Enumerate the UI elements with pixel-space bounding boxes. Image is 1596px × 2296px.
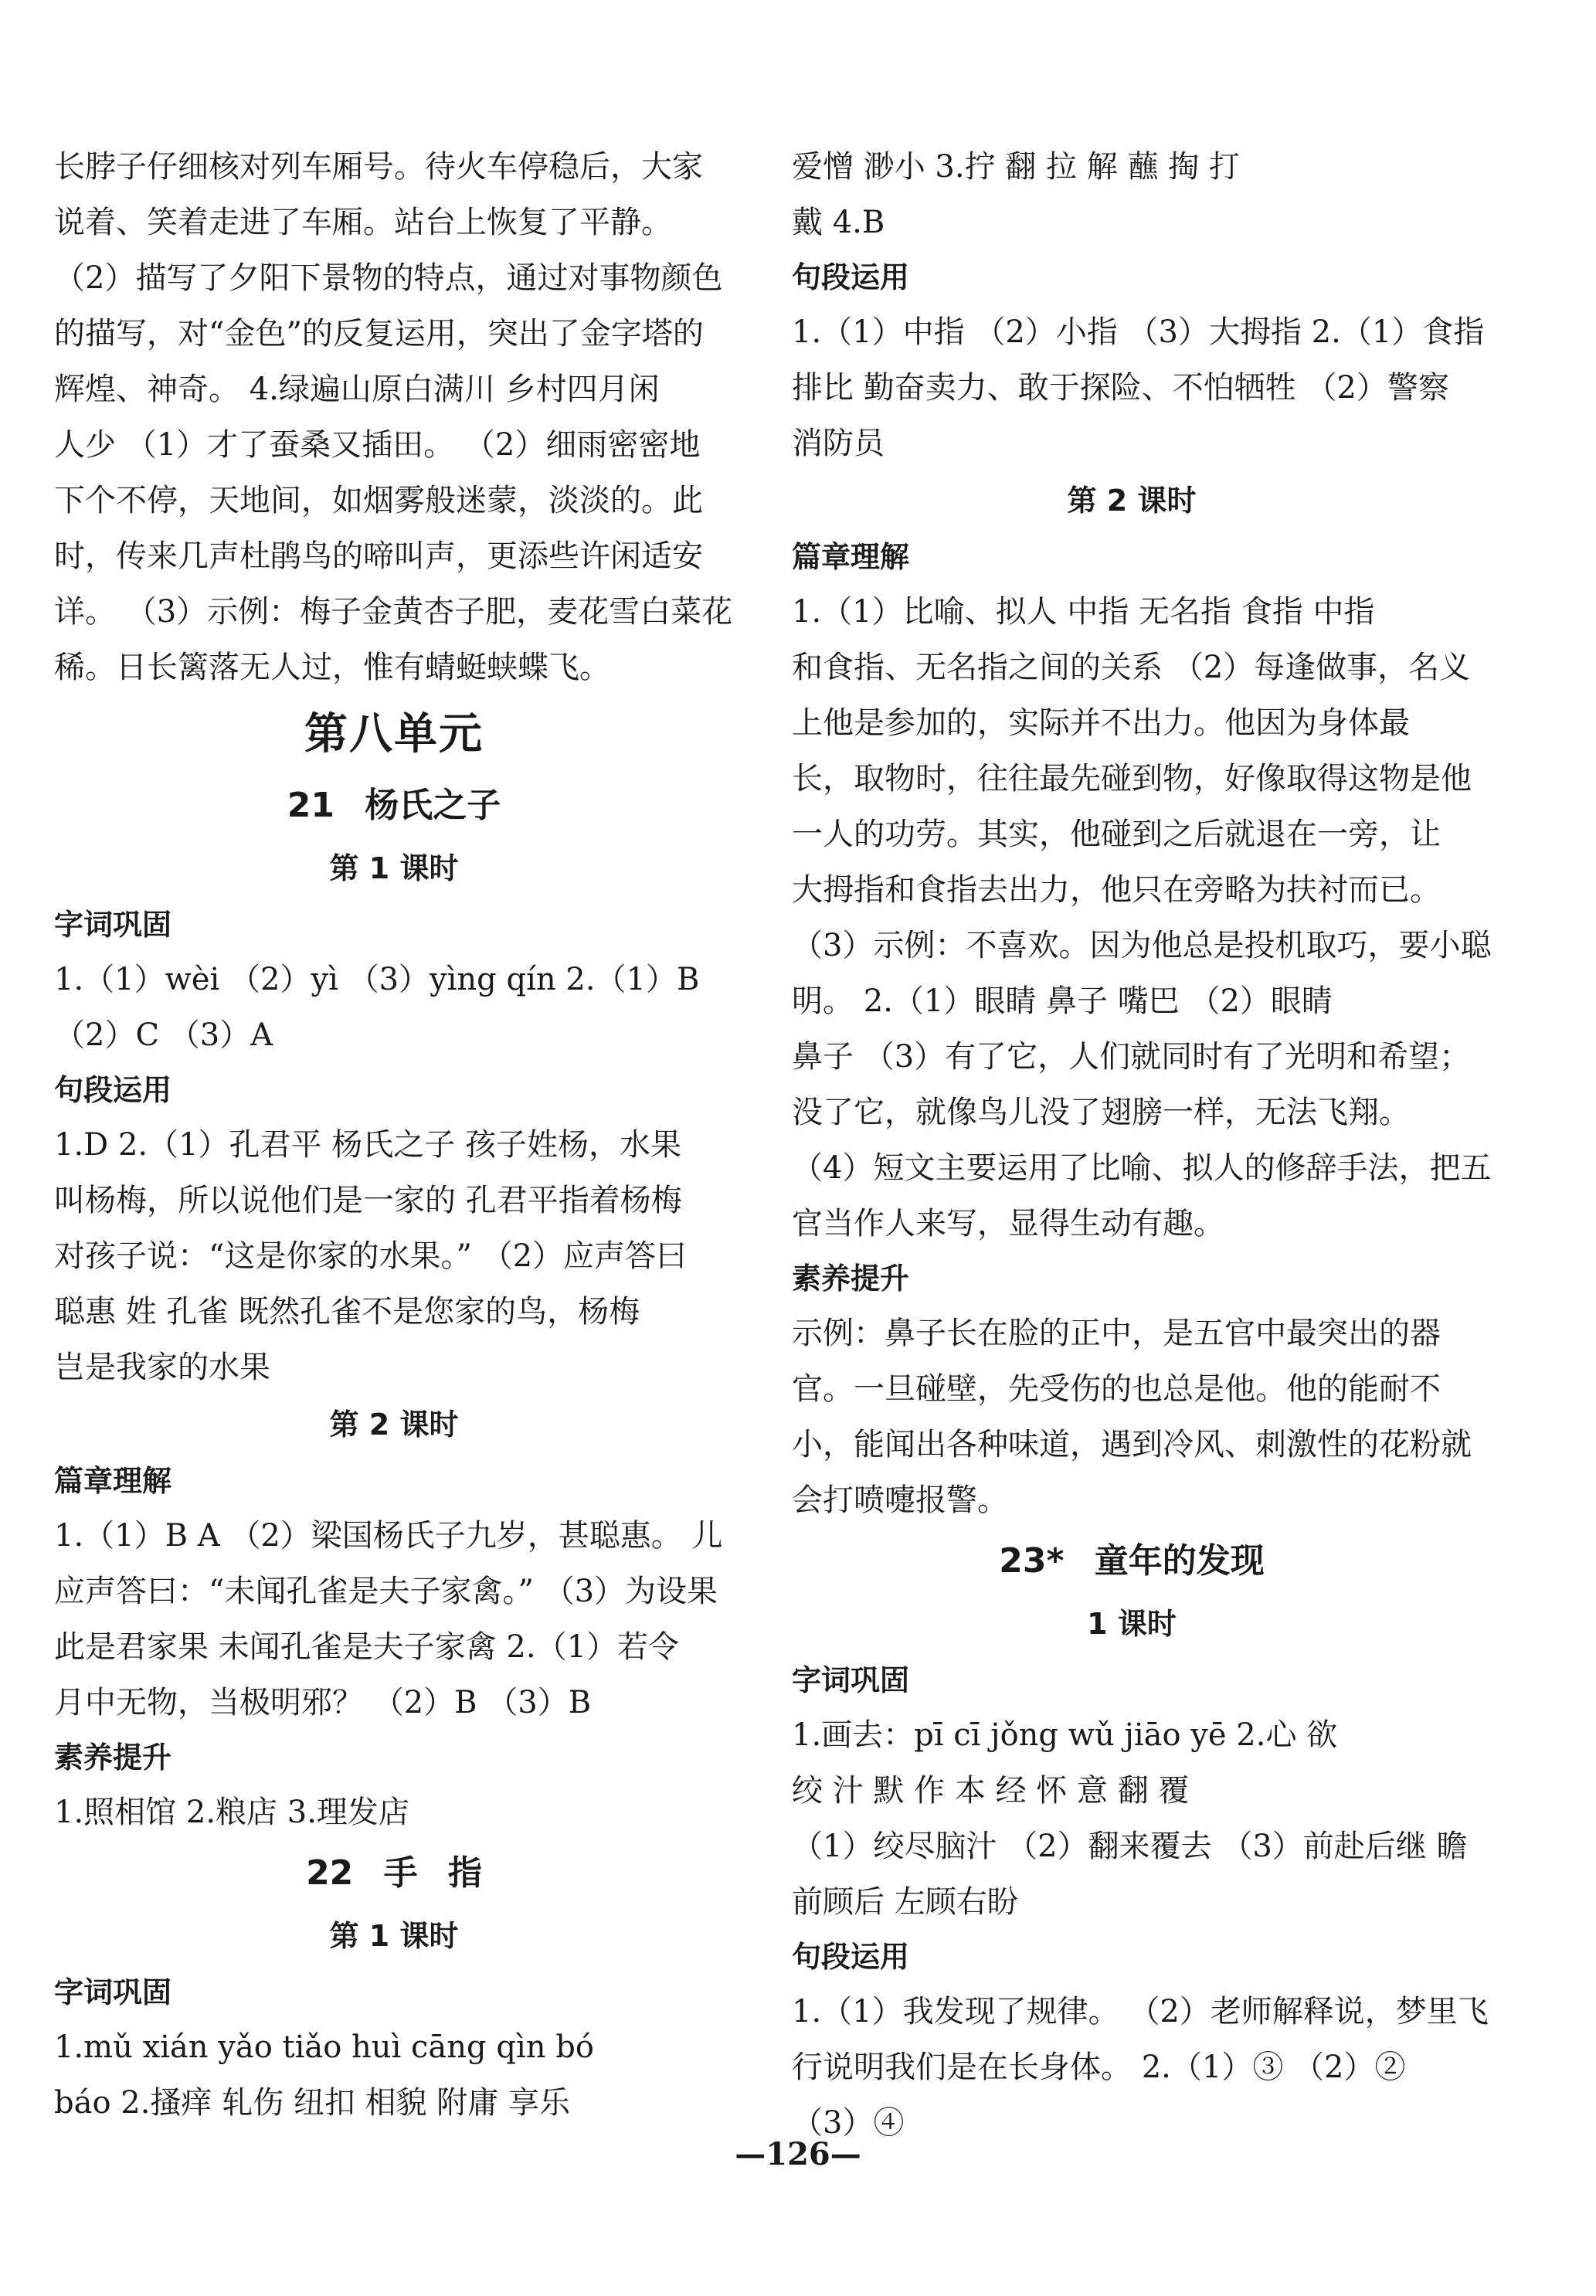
unit-title: 第八单元 (304, 708, 484, 759)
text-line: 官当作人来写，显得生动有趣。 (792, 1206, 1224, 1241)
section-heading: 字词巩固 (792, 1663, 910, 1697)
text-line: 爱憎 渺小 3.拧 翻 拉 解 蘸 掏 打 (792, 149, 1240, 185)
text-line: 1.画去：pī cī jǒng wǔ jiāo yē 2.心 欲 (792, 1717, 1338, 1753)
text-line: 1.（1）B A （2）梁国杨氏子九岁，甚聪惠。 儿 (54, 1518, 723, 1554)
text-line: 的描写，对“金色”的反复运用，突出了金字塔的 (54, 316, 704, 352)
text-line: （3）④ (792, 2105, 905, 2141)
text-line: 长，取物时，往往最先碰到物，好像取得这物是他 (792, 761, 1472, 796)
section-heading: 素养提升 (54, 1741, 172, 1775)
section-heading: 句段运用 (54, 1073, 172, 1107)
text-line: 官。一旦碰壁，先受伤的也总是他。他的能耐不 (792, 1371, 1441, 1407)
right-column (792, 139, 1492, 2151)
text-line: 人少 （1）才了蚕桑又插田。 （2）细雨密密地 (54, 427, 701, 463)
text-line: 此是君家果 未闻孔雀是夫子家禽 2.（1）若令 (54, 1629, 680, 1665)
text-line: 稀。日长篱落无人过，惟有蜻蜓蛱蝶飞。 (54, 650, 610, 685)
lesson-time-heading: 第 2 课时 (1067, 484, 1197, 518)
text-line: 应声答曰：“未闻孔雀是夫子家禽。” （3）为设果 (54, 1574, 718, 1609)
text-line: 会打喷嚏报警。 (792, 1483, 1008, 1518)
text-line: 辉煌、神奇。 4.绿遍山原白满川 乡村四月闲 (54, 372, 660, 407)
text-line: 岂是我家的水果 (54, 1350, 270, 1385)
text-line: 1.D 2.（1）孔君平 杨氏之子 孩子姓杨，水果 (54, 1127, 681, 1163)
lesson-title: 23* 童年的发现 (999, 1541, 1265, 1581)
text-line: 1.照相馆 2.粮店 3.理发店 (54, 1795, 409, 1830)
text-line: 一人的功劳。其实，他碰到之后就退在一旁，让 (792, 817, 1441, 852)
text-line: （1）绞尽脑汁 （2）翻来覆去 （3）前赴后继 瞻 (792, 1829, 1468, 1864)
section-heading: 句段运用 (792, 1940, 910, 1974)
text-line: 下个不停，天地间，如烟雾般迷蒙，淡淡的。此 (54, 483, 703, 518)
text-line: 小，能闻出各种味道，遇到冷风、刺激性的花粉就 (792, 1427, 1472, 1462)
text-line: 详。 （3）示例：梅子金黄杏子肥，麦花雪白菜花 (54, 594, 733, 630)
text-line: 和食指、无名指之间的关系 （2）每逢做事，名义 (792, 650, 1471, 685)
text-line: （4）短文主要运用了比喻、拟人的修辞手法，把五 (792, 1150, 1492, 1186)
text-line: 明。 2.（1）眼睛 鼻子 嘴巴 （2）眼睛 (792, 983, 1333, 1019)
lesson-title: 22 手 指 (306, 1853, 482, 1893)
text-line: 戴 4.B (792, 205, 885, 240)
lesson-time-heading: 1 课时 (1087, 1607, 1177, 1641)
text-line: 月中无物，当极明邪？ （2）B （3）B (54, 1685, 592, 1720)
text-line: 鼻子 （3）有了它，人们就同时有了光明和希望； (792, 1039, 1471, 1075)
text-line: 行说明我们是在长身体。 2.（1）③ （2）② (792, 2050, 1406, 2085)
text-line: 上他是参加的，实际并不出力。他因为身体最 (792, 705, 1410, 741)
text-line: 前顾后 左顾右盼 (792, 1884, 1018, 1920)
lesson-time-heading: 第 1 课时 (329, 851, 459, 885)
text-line: 叫杨梅，所以说他们是一家的 孔君平指着杨梅 (54, 1183, 682, 1218)
text-line: 1.（1）wèi （2）yì （3）yìng qín 2.（1）B (54, 962, 700, 997)
text-line: 大拇指和食指去出力，他只在旁略为扶衬而已。 (792, 872, 1441, 908)
text-line: 说着、笑着走进了车厢。站台上恢复了平静。 (54, 205, 672, 240)
lesson-title: 21 杨氏之子 (287, 786, 501, 825)
section-heading: 篇章理解 (54, 1464, 172, 1498)
section-heading: 句段运用 (792, 260, 910, 294)
left-column (54, 139, 734, 2131)
section-heading: 素养提升 (792, 1262, 910, 1296)
text-line: 消防员 (792, 426, 885, 461)
text-line: 没了它，就像鸟儿没了翅膀一样，无法飞翔。 (792, 1095, 1410, 1130)
text-line: 1.（1）我发现了规律。 （2）老师解释说，梦里飞 (792, 1994, 1489, 2029)
text-line: 时，传来几声杜鹃鸟的啼叫声，更添些许闲适安 (54, 538, 703, 574)
lesson-time-heading: 第 2 课时 (329, 1408, 459, 1442)
text-line: 对孩子说：“这是你家的水果。” （2）应声答曰 (54, 1238, 688, 1274)
text-line: 示例：鼻子长在脸的正中，是五官中最突出的器 (792, 1316, 1441, 1351)
text-line: 排比 勤奋卖力、敢于探险、不怕牺牲 （2）警察 (792, 370, 1449, 406)
section-heading: 篇章理解 (792, 540, 910, 574)
text-line: 绞 汁 默 作 本 经 怀 意 翻 覆 (792, 1773, 1190, 1809)
text-line: báo 2.搔痒 轧伤 纽扣 相貌 附庸 享乐 (54, 2085, 570, 2121)
text-line: （2）描写了夕阳下景物的特点，通过对事物颜色 (54, 260, 723, 296)
section-heading: 字词巩固 (54, 1975, 172, 2009)
lesson-time-heading: 第 1 课时 (329, 1919, 459, 1953)
text-line: 1.（1）比喻、拟人 中指 无名指 食指 中指 (792, 594, 1375, 630)
section-heading: 字词巩固 (54, 908, 172, 942)
page-number: —126— (735, 2136, 861, 2172)
text-line: 聪惠 姓 孔雀 既然孔雀不是您家的鸟，杨梅 (54, 1294, 640, 1330)
text-line: （3）示例：不喜欢。因为他总是投机取巧，要小聪 (792, 928, 1492, 963)
text-line: 1.（1）中指 （2）小指 （3）大拇指 2.（1）食指 (792, 314, 1485, 350)
text-line: 长脖子仔细核对列车厢号。待火车停稳后，大家 (54, 149, 703, 185)
text-line: 1.mǔ xián yǎo tiǎo huì cāng qìn bó (54, 2029, 594, 2065)
text-line: （2）C （3）A (54, 1017, 273, 1053)
